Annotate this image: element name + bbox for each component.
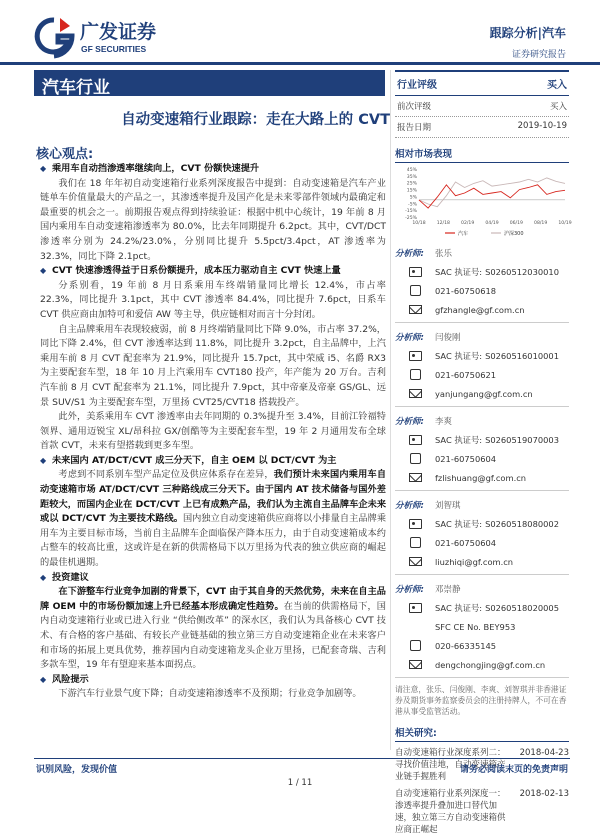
x-tick-label: 08/19	[534, 221, 548, 226]
market-performance-heading: 相对市场表现	[395, 146, 569, 163]
related-research-list	[395, 747, 569, 836]
section-3-heading: ◆ 未来国内 AT/DCT/CVT 成三分天下，自主 OEM 以 DCT/CVT 为主	[40, 454, 386, 469]
y-tick-label: 45%	[406, 168, 417, 173]
sac-label: SAC 执证号:	[435, 434, 483, 445]
sac-label: SAC 执证号:	[435, 602, 483, 613]
section-1-heading: ◆ 乘用车自动挡渗透率继续向上，CVT 份额快速提升	[40, 162, 386, 177]
footer-divider	[34, 758, 570, 759]
analyst-email[interactable]	[395, 300, 569, 319]
sac-label: SAC 执证号:	[435, 518, 483, 529]
y-tick-label: 35%	[406, 174, 417, 180]
column-divider	[390, 70, 391, 750]
rating-value: 买入	[547, 80, 567, 91]
related-research-item[interactable]	[395, 788, 569, 836]
analyst-sac-text	[435, 434, 559, 446]
analyst-email[interactable]	[395, 655, 569, 674]
analyst-sac-text	[435, 518, 559, 530]
mail-icon	[409, 305, 422, 314]
analyst-card	[395, 495, 569, 575]
sac-number: S0260518080002	[485, 518, 559, 529]
analyst-name	[395, 243, 569, 262]
legend-label: 汽车	[458, 231, 469, 237]
analyst-email-text: liuzhiqi@gf.com.cn	[435, 556, 514, 567]
report-date-row: 报告日期 2019-10-19	[395, 117, 569, 138]
footer-slogan: 识别风险，发现价值	[36, 765, 118, 775]
y-tick-label: -5%	[408, 202, 417, 208]
analyst-name-text: 张乐	[435, 248, 453, 259]
x-tick-label: 06/19	[509, 221, 523, 226]
diamond-bullet-icon: ◆	[40, 164, 47, 173]
performance-chart-svg	[395, 165, 572, 239]
analyst-phone	[395, 449, 569, 468]
phone-icon	[410, 285, 421, 296]
y-tick-label: 5%	[409, 195, 417, 201]
analyst-sfc	[395, 617, 569, 636]
gf-securities-logo	[36, 14, 166, 60]
section-3-paragraph: 考虑到不同系别车型产品定位及供应体系存在差异，我们预计未来国内乘用车自动变速箱市场 AT/DCT/CVT 三种路线成三分天下。由于国内 AT 技术储备与国外差距较大，而国内企业在 DCT/CVT 上已有成熟产品，我们认为主流自主品牌车企未来或以 DCT/CVT 为主要技术路线。国内独立自动变速箱供应商将以小排量自主品牌乘用车为主要目标市场，当前自主品牌车企面临保产降本压力，由于自动变速箱成本约占整车的较高比重，这或许是在新的供需格局下以万里扬为代表的独立供应商的崛起的最佳机遇期。	[40, 469, 387, 569]
main-content	[40, 162, 386, 702]
section-4-heading: ◆ 投资建议	[40, 571, 386, 586]
analyst-name-text: 李爽	[435, 416, 453, 427]
analyst-list	[395, 243, 569, 678]
legend-label: 沪深300	[504, 231, 524, 237]
sac-number: S0260516010001	[485, 350, 559, 361]
diamond-bullet-icon: ◆	[40, 674, 47, 684]
id-icon	[409, 519, 422, 529]
related-title: 自动变速箱行业深度系列二：寻找价值洼地，自动变速箱产业链手握胜利	[395, 748, 506, 782]
phone-icon	[410, 640, 421, 651]
page-number: 1 / 11	[287, 778, 313, 788]
analyst-phone	[395, 636, 569, 655]
analyst-sac	[395, 346, 569, 365]
section-5-heading: ◆ 风险提示	[40, 673, 386, 688]
industry-banner: 汽车行业	[34, 70, 385, 96]
analyst-email-text: yanjungang@gf.com.cn	[435, 388, 533, 399]
phone-icon	[410, 453, 421, 464]
x-tick-label: 10/18	[412, 221, 426, 226]
analyst-name	[395, 327, 569, 346]
x-tick-label: 12/18	[436, 221, 450, 226]
section-4-paragraph: 在下游整车行业竞争加剧的背景下，CVT 由于其自身的天然优势，未来在自主品牌 OEM 中的市场份额加速上升已经基本形成确定性趋势。在当前的供需格局下，国内自动变速箱行业或已进入行业 “供给侧改革” 的深水区，我们认为具备核心 CVT 技术、有合格的客户基础、有较长产业链基础的独立第三方自动变速箱企业在未来客户和市场的拓展上更具优势，推荐国内自动变速箱龙头企业万里扬，已配套奇瑞、吉利多款车型，19 年有望迎来基本面拐点。	[40, 586, 386, 671]
x-tick-label: 02/19	[461, 221, 475, 226]
section-1-paragraph: 我们在 18 年年初自动变速箱行业系列深度报告中提到：自动变速箱是汽车产业链单车价值量最大的产品之一，其渗透率提升及国产化是未来零部件领域内最确定和最重要的机会之一。前期报告观点得到持续验证：根据中机中心统计，19 年前 8 月国内乘用车自动变速箱渗透率为 80.0%，比去年同期提升 6.2pct。其中，CVT/DCT 渗透率分别为 24.2%/23.0%，分别同比提升 5.5pct/3.4pct，AT 渗透率为 32.3%，同比下降 2.1pct。	[40, 177, 386, 262]
analyst-email[interactable]	[395, 552, 569, 571]
diamond-bullet-icon: ◆	[40, 266, 47, 276]
analyst-sac-text	[435, 266, 559, 278]
analyst-label: 分析师:	[395, 416, 424, 427]
report-type: 证券研究报告	[511, 50, 566, 60]
analyst-email-text: gfzhangle@gf.com.cn	[435, 304, 525, 315]
analyst-sac	[395, 430, 569, 449]
mail-icon	[409, 389, 422, 398]
id-icon	[409, 267, 422, 277]
analyst-phone-text: 021-60750604	[435, 453, 497, 464]
analyst-card	[395, 579, 569, 678]
analyst-card	[395, 243, 569, 323]
analyst-phone	[395, 365, 569, 384]
logo-en: GF SECURITIES	[81, 44, 147, 54]
analyst-email[interactable]	[395, 384, 569, 403]
report-category: 跟踪分析|汽车	[489, 26, 566, 40]
mail-icon	[409, 557, 422, 566]
analyst-sac	[395, 598, 569, 617]
analyst-phone-text: 021-60750604	[435, 537, 497, 548]
analyst-card	[395, 411, 569, 491]
id-icon	[409, 351, 422, 361]
section-2-heading: ◆ CVT 快速渗透得益于日系份额提升，成本压力驱动自主 CVT 快速上量	[40, 264, 386, 279]
analyst-phone	[395, 281, 569, 300]
mail-icon	[409, 473, 422, 482]
analyst-sac	[395, 514, 569, 533]
logo-cn: 广发证券	[80, 21, 157, 43]
y-tick-label: 25%	[406, 181, 417, 187]
analyst-email[interactable]	[395, 468, 569, 487]
phone-icon	[410, 537, 421, 548]
analyst-phone	[395, 533, 569, 552]
x-tick-label: 04/19	[485, 221, 499, 226]
relative-performance-chart	[395, 165, 572, 239]
id-icon	[409, 603, 422, 613]
analyst-name-text: 刘智琪	[435, 500, 461, 511]
sidebar	[395, 70, 572, 836]
related-research-heading: 相关研究:	[395, 725, 569, 742]
rating-header: 行业评级 买入	[395, 70, 569, 96]
analyst-sac-text	[435, 350, 559, 362]
analyst-sfc-text: SFC CE No. BEY953	[435, 621, 516, 632]
id-icon	[409, 435, 422, 445]
y-tick-label: 15%	[406, 188, 417, 194]
sac-label: SAC 执证号:	[435, 350, 483, 361]
sac-label: SAC 执证号:	[435, 266, 483, 277]
sac-number: S0260518020005	[485, 602, 559, 613]
analyst-card	[395, 327, 569, 407]
section-5-paragraph: 下游汽车行业景气度下降；自动变速箱渗透率不及预期；行业竞争加剧等。	[58, 688, 362, 700]
analyst-phone-text: 020-66335145	[435, 640, 497, 651]
analyst-label: 分析师:	[395, 332, 424, 343]
y-tick-label: -15%	[405, 209, 417, 215]
analyst-sac	[395, 262, 569, 281]
analyst-email-text: fzlishuang@gf.com.cn	[435, 472, 527, 483]
analyst-name-text: 闫俊刚	[435, 332, 461, 343]
analyst-name	[395, 495, 569, 514]
analyst-phone-text: 021-60750621	[435, 369, 497, 380]
analyst-name	[395, 579, 569, 598]
diamond-bullet-icon: ◆	[40, 455, 47, 465]
analyst-sac-text	[435, 602, 559, 614]
key-points-heading: 核心观点:	[36, 147, 94, 162]
footer-disclaimer: 请务必阅读末页的免责声明	[459, 765, 568, 775]
x-tick-label: 10/19	[558, 221, 572, 226]
analyst-name	[395, 411, 569, 430]
analyst-label: 分析师:	[395, 248, 424, 259]
section-2-paragraph-1: 分系别看，19 年前 8 月日系乘用车终端销量同比增长 12.4%，市占率 22.3%，同比提升 3.1pct，其中 CVT 渗透率 84.4%，同比提升 7.6pct，日系车 CVT 供应商由加特可和爱信 AW 等主导，供应链相对而言十分封闭。	[40, 279, 386, 320]
analyst-name-text: 邓崇静	[435, 584, 461, 595]
sac-number: S0260519070003	[485, 434, 559, 445]
report-title: 自动变速箱行业跟踪：走在大路上的 CVT	[121, 112, 390, 128]
sac-number: S0260512030010	[485, 266, 559, 277]
y-tick-label: -25%	[405, 216, 417, 221]
related-date: 2018-04-23	[519, 748, 569, 758]
disclaimer-note: 请注意，张乐、闫俊刚、李爽、刘智琪并非香港证券及期货事务监察委员会的注册持牌人，不可在香港从事受监管活动。	[395, 685, 567, 716]
related-title: 自动变速箱行业系列深度一：渗透率提升叠加进口替代加速，独立第三方自动变速箱供应商正崛起	[395, 789, 506, 835]
section-2-paragraph-2: 自主品牌乘用车表现较疲弱，前 8 月终端销量同比下降 9.0%，市占率 37.2%，同比下降 2.4%，但 CVT 渗透率达到 11.8%，同比提升 3.2pct，自主品牌中，上汽乘用车前 8 月 CVT 配套率为 21.9%，同比提升 15.7pct，其中荣威 i5、名爵 RX3 为主要配套车型，18 年 10 月上汽乘用车 CVT180 投产，年产能为 20 万台。吉利汽车前 8 月 CVT 配套率为 21.1%，同比提升 7.9pct，其中帝豪及帝豪 GS/GL、远景 SUV/S1 为主要配套车型，万里扬 CVT25/CVT18 搭载投产。	[40, 323, 386, 408]
header-divider	[0, 62, 600, 65]
diamond-bullet-icon: ◆	[40, 572, 47, 582]
series-line	[419, 185, 565, 208]
mail-icon	[409, 660, 422, 669]
analyst-label: 分析师:	[395, 584, 424, 595]
related-date: 2018-02-13	[519, 789, 569, 799]
section-2-paragraph-3: 此外，美系乘用车 CVT 渗透率由去年同期的 0.3%提升至 3.4%，目前江铃福特领界、通用迈锐宝 XL/昂科拉 GX/创酷等为主要配套车型，19 年 2 月通用发布全球首款 CVT，未来有望搭载到更多车型。	[40, 411, 386, 452]
previous-rating-row: 前次评级 买入	[395, 96, 569, 117]
phone-icon	[410, 369, 421, 380]
analyst-phone-text: 021-60750618	[435, 285, 497, 296]
analyst-label: 分析师:	[395, 500, 424, 511]
header-right	[490, 24, 566, 60]
analyst-email-text: dengchongjing@gf.com.cn	[435, 659, 546, 670]
